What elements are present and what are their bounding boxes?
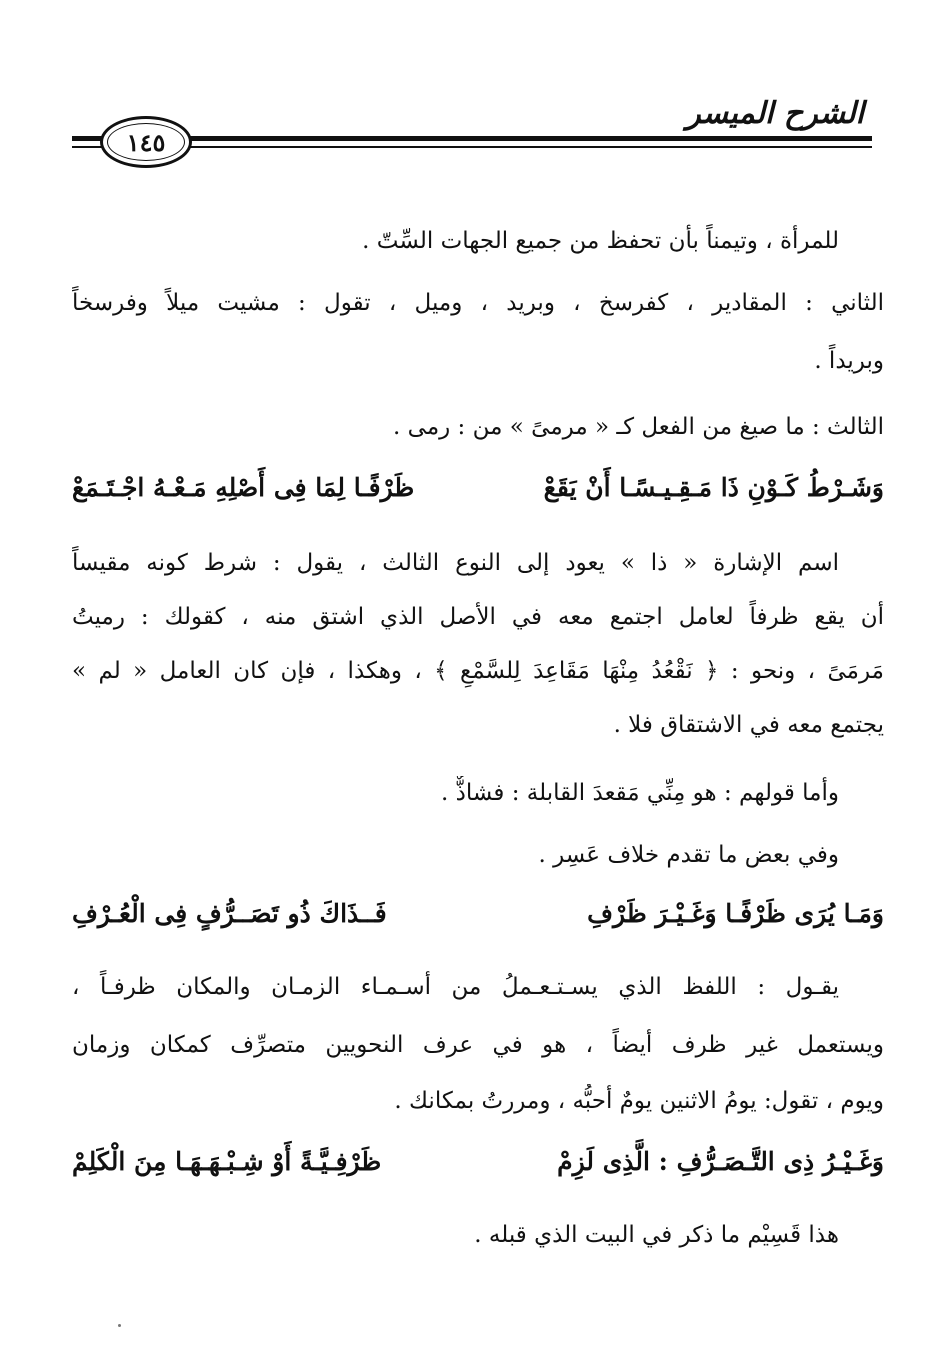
text-line: الثالث : ما صيغ من الفعل كـ « مرمىً » من : رمى . <box>393 414 884 440</box>
verse-first-hemistich: وَمَـا يُرَى ظَرْفًـا وَغَـيْـرَ ظَرْفِ <box>587 899 884 928</box>
text-line: يقـول : اللفظ الذي يسـتـعـملُ من أسـمـاء الزمـان والمكان ظرفـاً ، <box>72 974 839 1000</box>
text-line: هذا قَسِيْم ما ذكر في البيت الذي قبله . <box>474 1222 839 1248</box>
verse-second-hemistich: ظَرْفِـيَّـةً أَوْ شِـبْـهَـهَـا مِنَ الْكَلِمْ <box>72 1147 382 1176</box>
text-line: وبريداً . <box>814 348 884 374</box>
text-line: ويوم ، تقول: يومُ الاثنين يومٌ أحبُّه ، ومررتُ بمكانك . <box>394 1088 884 1114</box>
verse-second-hemistich: ظَرْفًـا لِمَا فِى أَصْلِهِ مَـعْـهُ اجْـتَـمَعْ <box>72 473 415 502</box>
text-line: اسم الإشارة « ذا » يعود إلى النوع الثالث ، يقول : شرط كونه مقيساً <box>72 550 839 576</box>
text-line: وأما قولهم : هو مِنِّي مَقعدَ القابلة : فشاذٌّ . <box>441 780 839 806</box>
text-line: مَرمَىً ، ونحو : ﴿ نَقْعُدُ مِنْهَا مَقَاعِدَ لِلسَّمْعِ ﴾ ، وهكذا ، فإن كان العامل « لم » <box>72 658 884 684</box>
verse-first-hemistich: وَشَـرْطُ كَـوْنِ ذَا مَـقِـيـسًـا أَنْ يَقَعْ <box>543 473 884 502</box>
header-rule-thin <box>72 146 872 148</box>
verse-line <box>72 1144 884 1180</box>
verse-line <box>72 470 884 506</box>
book-title: الشرح الميسر <box>686 96 864 131</box>
text-line: يجتمع معه في الاشتقاق فلا . <box>613 712 884 738</box>
verse-second-hemistich: فَــذَاكَ ذُو تَصَــرُّفٍ فِى الْعُـرْفِ <box>72 899 387 928</box>
page-number-frame <box>100 116 192 168</box>
verse-first-hemistich: وَغَـيْـرُ ذِى التَّـصَـرُّفِ : الَّذِى لَزِمْ <box>557 1147 884 1176</box>
text-line: للمرأة ، وتيمناً بأن تحفظ من جميع الجهات السِّتّ . <box>362 228 839 254</box>
text-line: أن يقع ظرفاً لعامل اجتمع معه في الأصل الذي اشتق منه ، كقولك : رميتُ <box>72 604 884 630</box>
scan-speck <box>118 1324 121 1327</box>
text-line: وفي بعض ما تقدم خلاف عَسِر . <box>538 842 839 868</box>
header-rule-thick <box>72 136 872 141</box>
verse-line <box>72 896 884 932</box>
page-number: ١٤٥ <box>126 127 166 157</box>
text-line: الثاني : المقادير ، كفرسخ ، وبريد ، وميل ، تقول : مشيت ميلاً وفرسخاً <box>72 290 884 316</box>
text-line: ويستعمل غير ظرف أيضاً ، هو في عرف النحويين متصرِّف كمكان وزمان <box>72 1032 884 1058</box>
